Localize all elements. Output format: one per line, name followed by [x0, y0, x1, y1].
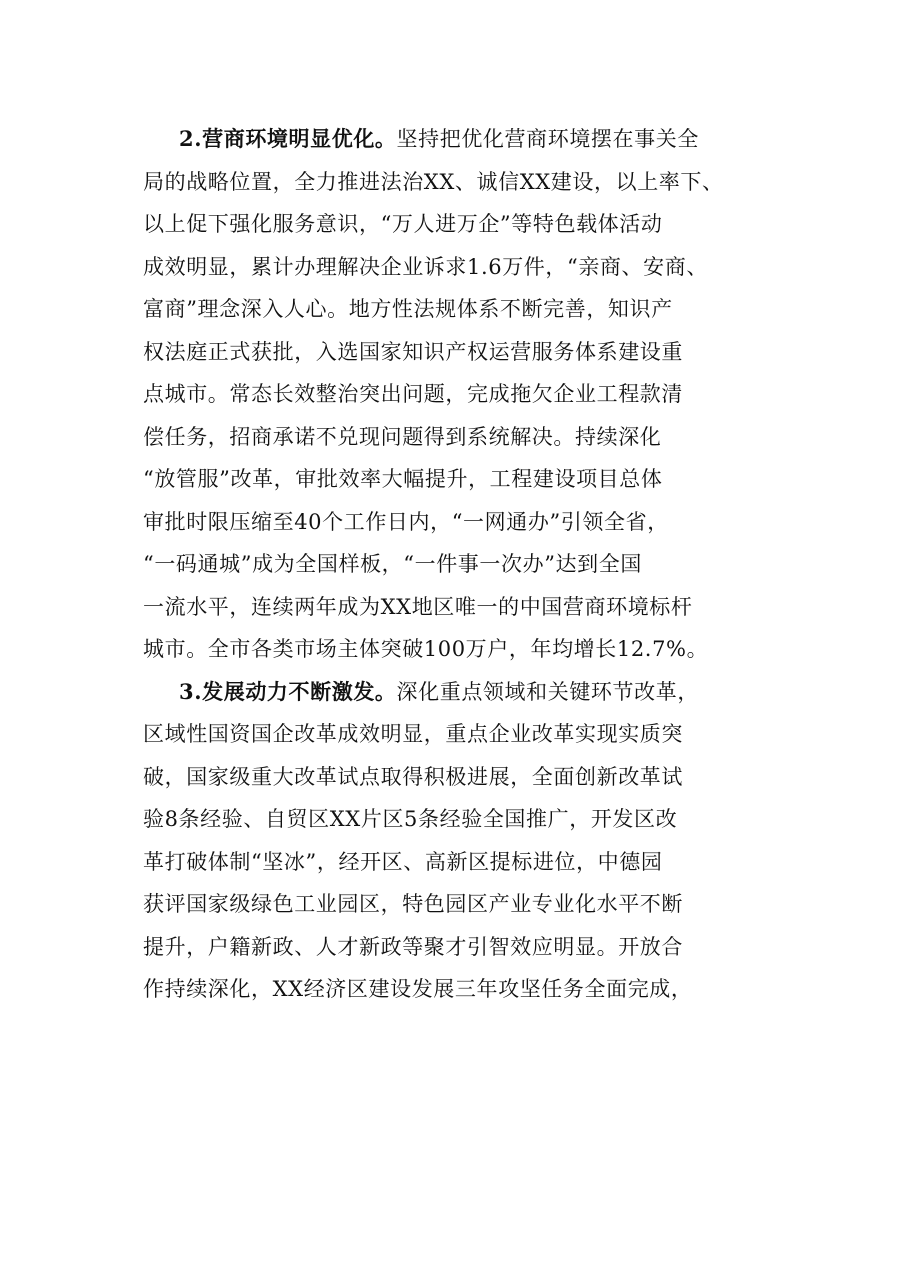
paragraph-2-line: 审批时限压缩至40个工作日内，“一网通办”引领全省， — [143, 509, 669, 534]
paragraph-3-heading: 3.发展动力不断激发。 — [179, 678, 397, 704]
paragraph-3-line: 破，国家级重大改革试点取得积极进展，全面创新改革试 — [143, 764, 683, 789]
paragraph-2-line: 成效明显，累计办理解决企业诉求1.6万件，“亲商、安商、 — [143, 254, 708, 279]
paragraph-3-line-text: 深化重点领域和关键环节改革， — [396, 679, 699, 704]
paragraph-3-line: 革打破体制“坚冰”，经开区、高新区提标进位，中德园 — [143, 849, 663, 874]
paragraph-2-line: 偿任务，招商承诺不兑现问题得到系统解决。持续深化 — [143, 424, 662, 449]
document-body — [143, 118, 783, 1011]
paragraph-2-line: “放管服”改革，审批效率大幅提升，工程建设项目总体 — [143, 467, 663, 491]
paragraph-2-line: 局的战略位置，全力推进法治XX、诚信XX建设，以上率下、 — [143, 169, 724, 194]
paragraph-2-line: 城市。全市各类市场主体突破100万户，年均增长12.7%。 — [143, 637, 709, 661]
paragraph-3-first-line — [143, 671, 783, 714]
paragraph-2-line: 一流水平，连续两年成为XX地区唯一的中国营商环境标杆 — [143, 594, 693, 619]
paragraph-2-line: “一码通城”成为全国样板，“一件事一次办”达到全国 — [143, 552, 642, 576]
paragraph-2-first-line — [143, 118, 783, 161]
paragraph-2-heading: 2.营商环境明显优化。 — [179, 126, 397, 151]
paragraph-3-line: 作持续深化，XX经济区建设发展三年攻坚任务全面完成， — [143, 977, 693, 1001]
paragraph-2-line: 以上促下强化服务意识，“万人进万企”等特色载体活动 — [143, 212, 663, 236]
paragraph-2-line: 富商”理念深入人心。地方性法规体系不断完善，知识产 — [143, 297, 673, 321]
paragraph-3-line: 验8条经验、自贸区XX片区5条经验全国推广，开发区改 — [143, 807, 678, 831]
paragraph-3-line: 区域性国资国企改革成效明显，重点企业改革实现实质突 — [143, 722, 683, 746]
paragraph-2-line: 权法庭正式获批，入选国家知识产权运营服务体系建设重 — [143, 339, 683, 364]
paragraph-3-line: 提升，户籍新政、人才新政等聚才引智效应明显。开放合 — [143, 934, 683, 959]
paragraph-3-line: 获评国家级绿色工业园区，特色园区产业专业化水平不断 — [143, 892, 683, 916]
paragraph-2-line-text: 坚持把优化营商环境摆在事关全 — [396, 127, 699, 151]
paragraph-2-line: 点城市。常态长效整治突出问题，完成拖欠企业工程款清 — [143, 382, 683, 406]
